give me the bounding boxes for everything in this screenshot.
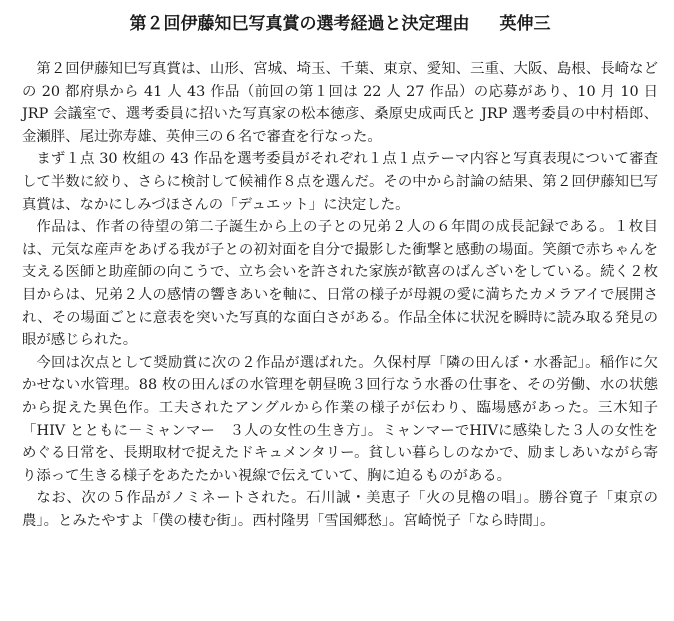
paragraph-encouragement-awards: 今回は次点として奨励賞に次の２作品が選ばれた。久保村厚「隣の田んぼ・水番記」。稲作に欠かせない水管理。88 枚の田んぼの水管理を朝昼晩３回行なう水番の仕事を、その労働、水の状態から捉えた異色作。工夫されたアングルから作業の様子が伝わり、臨場感があった。三木知子「HIV とともに－ミャンマー ３人の女性の生き方」。ミャンマーでHIVに感染した３人の女性をめぐる日常を、長期取材で捉えたドキュメンタリー。貧しい暮らしのなかで、励ましあいながら寄り添って生きる様子をあたたかい視線で伝えていて、胸に迫るものがある。 (22, 354, 658, 484)
paragraph-nominees: なお、次の５作品がノミネートされた。石川誠・美恵子「火の見櫓の唱」。勝谷寛子「東京の農」。とみたやすよ「僕の棲む街」。西村隆男「雪国郷愁」。宮崎悦子「なら時間」。 (22, 490, 658, 529)
paragraph-selection-process: まず１点 30 枚組の 43 作品を選考委員がそれぞれ１点１点テーマ内容と写真表現について審査して半数に絞り、さらに検討して候補作８点を選んだ。その中から討論の結果、第２回伊藤知巳写真賞は、なかにしみづほさんの「デュエット」に決定した。 (22, 151, 658, 213)
article-title: 第２回伊藤知巳写真賞の選考経過と決定理由 (129, 14, 470, 34)
article-body (22, 58, 658, 532)
paragraph-overview: 第２回伊藤知巳写真賞は、山形、宮城、埼玉、千葉、東京、愛知、三重、大阪、島根、長崎などの 20 都府県から 41 人 43 作品（前回の第１回は 22 人 27 作品）の応募があり、10 月 10 日 JRP 会議室で、選考委員に招いた写真家の松本徳彦、桑原史成両氏と JRP 選考委員の中村梧郎、金瀬胖、尾辻弥寿雄、英伸三の６名で審査を行なった。 (22, 61, 658, 145)
article-author: 英伸三 (499, 14, 551, 34)
paragraph-winning-work: 作品は、作者の待望の第二子誕生から上の子との兄弟２人の６年間の成長記録である。１枚目は、元気な産声をあげる我が子との初対面を自分で撮影した衝撃と感動の場面。笑顔で赤ちゃんを支える医師と助産師の向こうで、立ち会いを許された家族が歓喜のばんざいをしている。続く２枚目からは、兄弟２人の感情の響きあいを軸に、日常の様子が母親の愛に満ちたカメラアイで展開され、その場面ごとに意表を突いた写真的な面白さがある。作品全体に状況を瞬時に読み取る発見の眼が感じられた。 (22, 219, 658, 349)
article-header (22, 12, 658, 36)
